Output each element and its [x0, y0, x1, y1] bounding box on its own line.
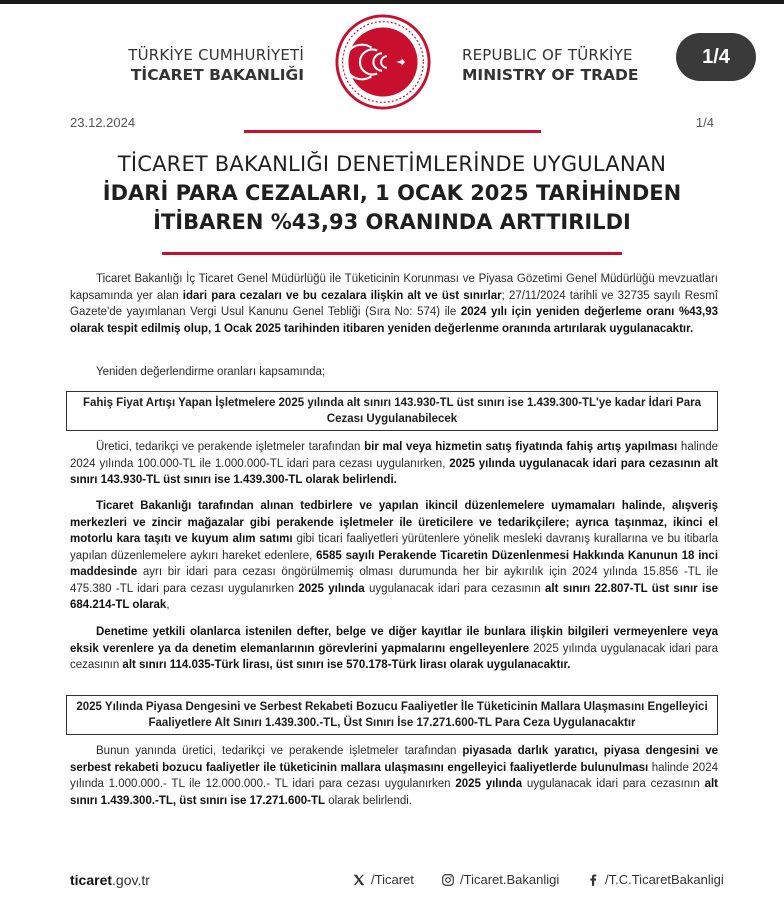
- header-right-line1: REPUBLIC OF TÜRKİYE: [462, 46, 633, 64]
- text-run: piyasada darlık yaratıcı, piyasa dengesini ve serbest rekabeti bozucu faaliyetler ile tüketicinin mallara ulaşmasını engelleyici faaliyetlerde bulunulması: [70, 745, 719, 774]
- header-left-line2: TİCARET BAKANLIĞI: [130, 66, 304, 84]
- text-run: Bunun yanında üretici, tedarikçi ve perakende işletmeler tarafından: [96, 745, 463, 757]
- text-run: Ticaret Bakanlığı İç Ticaret Genel Müdürlüğü ile Tüketicinin Korunması ve Piyasa Gözetimi Genel Müdürlüğü mevzuatları kapsamında yer alan: [70, 273, 718, 302]
- footer-facebook-link[interactable]: [586, 872, 724, 887]
- text-run: Denetime yetkili olanlarca istenilen defter, belge ve diğer kayıtlar ile bunlara ilişkin bilgileri vermeyenlere veya eksik verenlere ya da denetim elemanlarının görevlerini yapmalarını engelleyenlere: [70, 626, 718, 655]
- facebook-icon: [586, 873, 600, 887]
- paragraph-denetim: [70, 624, 718, 674]
- text-run: Ticaret Bakanlığı tarafından alınan tedbirlere ve yapılan ikincil düzenlemelere uymamaları halinde, alışveriş merkezleri ve zincir mağazalar gibi perakende işletmeler ile üreticilere ve tedarikçilere; ayrıca taşınmaz, ikinci el motorlu kara taşıtı ve kuyum alım satımı: [70, 500, 718, 545]
- footer-website[interactable]: [70, 872, 150, 888]
- text-run: ayrı bir idari para cezası öngörülmemiş olması durumunda her bir aykırılık için 2024 yılında 15.856 -TL ile 475.380 -TL idari para cezası uygulanırken: [70, 566, 718, 595]
- text-run: alt sınırı 114.035-Türk lirası, üst sınırı ise 570.178-Türk lirası olarak uygulanacaktır.: [122, 659, 571, 671]
- red-divider-top: [244, 130, 541, 133]
- text-run: olarak belirlendi.: [325, 794, 412, 807]
- header-right-line2: MINISTRY OF TRADE: [462, 66, 639, 84]
- text-run: halinde 2024 yılında 1.000.000.- TL ile 12.000.000.- TL idari para cezası uygulanırken: [70, 761, 718, 790]
- instagram-handle: /Ticaret.Bakanligi: [460, 872, 560, 887]
- highlight-box-piyasa-dengesi: 2025 Yılında Piyasa Dengesini ve Serbest Rekabeti Bozucu Faaliyetler İle Tüketicinin Mallara Ulaşmasını Engelleyici Faaliyetlere Alt Sınırı 1.439.300.-TL, Üst Sınırı İse 17.271.600-TL Para Ceza Uygulanacaktır: [66, 695, 718, 735]
- ministry-seal: [335, 14, 431, 110]
- text-run: idari para cezaları ve bu cezalara ilişkin alt ve üst sınırlar: [182, 289, 502, 302]
- text-run: 2025 yılında: [298, 582, 365, 595]
- text-run: 2025 yılında: [455, 778, 523, 790]
- paragraph-perakende: [70, 498, 718, 614]
- text-run: 6585 sayılı Perakende Ticaretin Düzenlenmesi Hakkında Kanunun 18 inci maddesinde: [70, 549, 719, 578]
- text-run: alt sınırı 22.807-TL üst sınır ise 684.214-TL olarak: [70, 582, 718, 611]
- text-run: gibi ticari faaliyetleri yürütenlere yönelik mesleki davranış kurallarına ve bu itibarla yapılan düzenlemelere aykırı hareket edenlere,: [70, 533, 718, 562]
- paragraph-intro: [70, 271, 718, 337]
- page-indicator-badge[interactable]: 1/4: [676, 33, 756, 81]
- footer-instagram-link[interactable]: [441, 872, 559, 887]
- instagram-icon: [441, 873, 455, 887]
- document-title: [40, 150, 744, 237]
- page-number: 1/4: [695, 115, 714, 130]
- title-line1: TİCARET BAKANLIĞI DENETİMLERİNDE UYGULANAN: [117, 152, 667, 176]
- footer-x-link[interactable]: [352, 872, 414, 887]
- document-date: 23.12.2024: [70, 115, 136, 130]
- text-run: 2024 yılı için yeniden değerleme oranı %43,93 olarak tespit edilmiş olup, 1 Ocak 2025 tarihinden itibaren yeniden değerlenme oranında artırılarak uygulanacaktır.: [70, 306, 718, 335]
- red-divider-title: [162, 252, 622, 255]
- title-line3: İTİBAREN %43,93 ORANINDA ARTTIRILDI: [153, 210, 631, 234]
- text-run: uygulanacak idari para cezasının: [364, 582, 545, 595]
- text-run: uygulanacak idari para cezasının: [522, 778, 705, 790]
- header-right: [462, 46, 639, 85]
- x-handle: /Ticaret: [371, 872, 414, 887]
- title-line2: İDARİ PARA CEZALARI, 1 OCAK 2025 TARİHİNDEN: [102, 181, 682, 205]
- header-left-line1: TÜRKİYE CUMHURİYETİ: [128, 46, 304, 64]
- top-rule: [0, 0, 784, 4]
- facebook-handle: /T.C.TicaretBakanligi: [605, 872, 724, 887]
- paragraph-scope: [70, 364, 718, 381]
- text-run: alt sınırı 1.439.300.-TL, üst sınırı ise 17.271.600-TL: [70, 778, 718, 807]
- header-left: [128, 46, 304, 85]
- text-run: 2025 yılında uygulanacak idari para cezasının: [70, 642, 718, 671]
- text-run: 2025 yılında uygulanacak idari para cezasının alt sınırı 143.930-TL üst sınırı ise 1.439.300-TL olarak belirlendi.: [70, 457, 718, 486]
- paragraph-piyasa-darlik: [70, 743, 718, 809]
- text-run: Yeniden değerlendirme oranları kapsamında;: [96, 366, 326, 378]
- text-run: halinde 2024 yılında 100.000-TL ile 1.000.000-TL idari para cezası uygulanırken,: [70, 441, 719, 470]
- highlight-box-fahis-fiyat: Fahiş Fiyat Artışı Yapan İşletmelere 2025 yılında alt sınırı 143.930-TL üst sınırı ise 1.439.300-TL'ye kadar İdari Para Cezası Uygulanabilecek: [66, 391, 718, 431]
- site-rest: .gov.tr: [112, 872, 150, 888]
- text-run: bir mal veya hizmetin satış fiyatında fahiş artış yapılması: [364, 441, 678, 453]
- site-bold: ticaret: [70, 872, 113, 888]
- text-run: Üretici, tedarikçi ve perakende işletmeler tarafından: [96, 441, 365, 453]
- text-run: ,: [166, 599, 170, 611]
- paragraph-fahis-artis: [70, 439, 718, 489]
- text-run: ; 27/11/2024 tarihli ve 32735 sayılı Resmî Gazete'de yayımlanan Vergi Usul Kanunu Genel Tebliği (Sıra No: 574) ile: [70, 289, 718, 318]
- x-logo-icon: [352, 873, 366, 887]
